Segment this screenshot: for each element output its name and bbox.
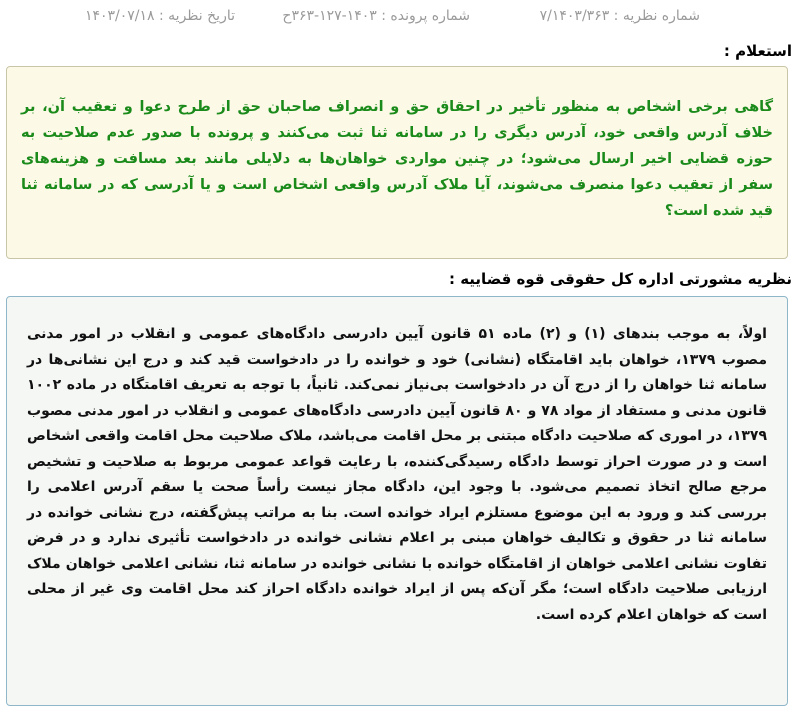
inquiry-heading: استعلام : — [723, 42, 792, 60]
case-number: شماره پرونده : ۱۴۰۳-۱۲۷-۳۶۳ح — [282, 8, 470, 24]
opinion-text: اولاً، به موجب بندهای (۱) و (۲) ماده ۵۱ قانون آیین دادرسی دادگاه‌های عمومی و انقلاب در امور مدنی مصوب ۱۳۷۹، خواهان باید اقامتگاه (نشانی) خود و خوانده را در دادخواست قید کند و درج این نشانی‌ها در سامانه ثنا خواهان را از درج آن در دادخواست بی‌نیاز نمی‌کند. ثانیاً، با توجه به تعریف اقامتگاه در ماده ۱۰۰۲ قانون مدنی و مستفاد از مواد ۷۸ و ۸۰ قانون آیین دادرسی دادگاه‌های عمومی و انقلاب در امور مدنی مصوب ۱۳۷۹، در اموری که صلاحیت دادگاه مبتنی بر محل اقامت می‌باشد، ملاک صلاحیت محل اقامت واقعی اشخاص است و در صورت احراز توسط دادگاه رسیدگی‌کننده، با رعایت قواعد عمومی مربوط به صلاحیت و تشخیص مرجع صالح اتخاذ تصمیم می‌شود. با وجود این، دادگاه مجاز نیست رأساً صحت یا سقم آدرس اعلامی را بررسی کند و ورود به این موضوع مستلزم ایراد خوانده است. بنا به مراتب پیش‌گفته، درج نشانی خوانده در سامانه ثنا در حقوق و تکالیف خواهان مبنی بر اعلام نشانی خوانده در دادخواست تأثیری ندارد و در فرض تفاوت نشانی اعلامی خواهان از اقامتگاه خوانده با نشانی خوانده در سامانه ثنا، نشانی اعلامی خواهان ملاک ارزیابی صلاحیت دادگاه است؛ مگر آن‌که پس از ایراد خوانده دادگاه احراز کند محل اقامت وی غیر از محلی است که خواهان اعلام کرده است. — [27, 326, 768, 623]
inquiry-box — [6, 66, 788, 259]
opinion-box — [6, 296, 788, 706]
opinion-date: تاریخ نظریه : ۱۴۰۳/۰۷/۱۸ — [84, 8, 235, 24]
document-meta-row — [0, 6, 800, 30]
inquiry-text: گاهی برخی اشخاص به منظور تأخیر در احقاق حق و انصراف صاحبان حق از طرح دعوا و تعقیب آن، بر خلاف آدرس واقعی خود، آدرس دیگری را در سامانه ثنا ثبت می‌کنند و پرونده با صدور عدم صلاحیت به حوزه قضایی اخیر ارسال می‌شود؛ در چنین مواردی خواهان‌ها به دلایلی مانند بعد مسافت و هزینه‌های سفر از تعقیب دعوا منصرف می‌شوند، آیا ملاک آدرس واقعی اشخاص است و یا آدرسی که در سامانه ثنا قید شده است؟ — [21, 99, 773, 219]
opinion-number: شماره نظریه : ۷/۱۴۰۳/۳۶۳ — [539, 8, 700, 24]
opinion-heading: نظریه مشورتی اداره کل حقوقی قوه قضاییه : — [448, 270, 792, 288]
